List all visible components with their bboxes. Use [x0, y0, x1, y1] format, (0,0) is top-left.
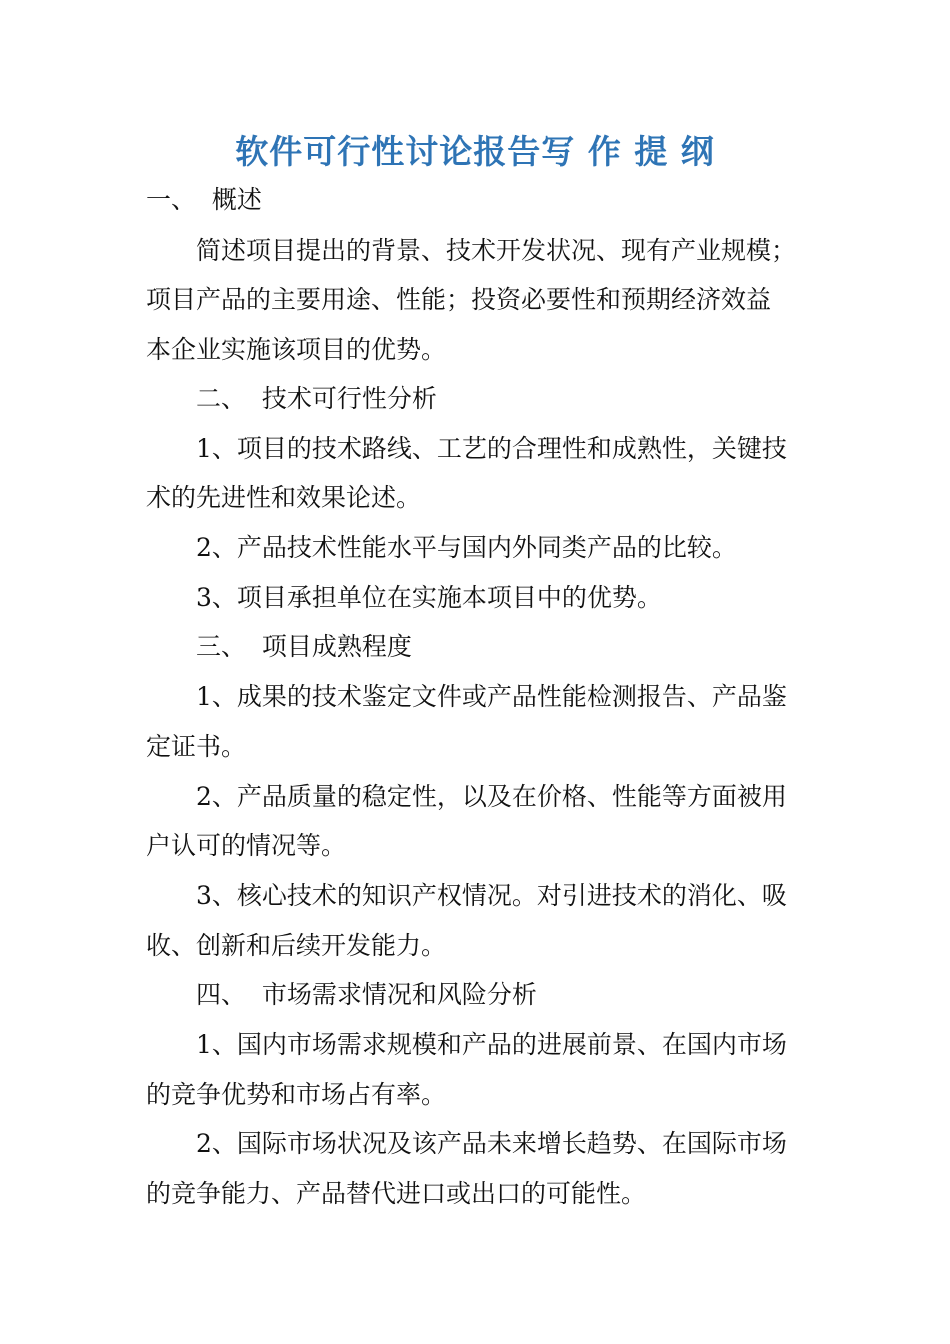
section-heading-technical-feasibility: 二、 技术可行性分析 — [196, 384, 437, 413]
maturity-item-3-line: 3、核心技术的知识产权情况。对引进技术的消化、吸 — [196, 881, 787, 910]
overview-paragraph-line: 项目产品的主要用途、性能；投资必要性和预期经济效益 — [146, 285, 772, 314]
maturity-item-1-line: 1、成果的技术鉴定文件或产品性能检测报告、产品鉴 — [196, 682, 787, 711]
technical-item-3: 3、项目承担单位在实施本项目中的优势。 — [196, 583, 662, 612]
maturity-item-3-line: 收、创新和后续开发能力。 — [146, 931, 447, 960]
technical-item-2: 2、产品技术性能水平与国内外同类产品的比较。 — [196, 533, 737, 562]
technical-item-1-line: 1、项目的技术路线、工艺的合理性和成熟性，关键技 — [196, 434, 787, 463]
market-item-2-line: 的竞争能力、产品替代进口或出口的可能性。 — [146, 1179, 647, 1208]
maturity-item-2-line: 2、产品质量的稳定性，以及在价格、性能等方面被用 — [196, 782, 787, 811]
maturity-item-2-line: 户认可的情况等。 — [146, 831, 347, 860]
market-item-2-line: 2、国际市场状况及该产品未来增长趋势、在国际市场 — [196, 1129, 787, 1158]
overview-paragraph-line: 简述项目提出的背景、技术开发状况、现有产业规模； — [196, 236, 797, 265]
section-heading-maturity: 三、 项目成熟程度 — [196, 632, 412, 661]
section-heading-overview: 一、 概述 — [146, 185, 262, 214]
market-item-1-line: 1、国内市场需求规模和产品的进展前景、在国内市场 — [196, 1030, 787, 1059]
maturity-item-1-line: 定证书。 — [146, 732, 247, 761]
document-title: 软件可行性讨论报告写 作 提 纲 — [235, 132, 715, 171]
technical-item-1-line: 术的先进性和效果论述。 — [146, 483, 422, 512]
overview-paragraph-line: 本企业实施该项目的优势。 — [146, 335, 447, 364]
section-heading-market-risk: 四、 市场需求情况和风险分析 — [196, 980, 537, 1009]
market-item-1-line: 的竞争优势和市场占有率。 — [146, 1080, 447, 1109]
